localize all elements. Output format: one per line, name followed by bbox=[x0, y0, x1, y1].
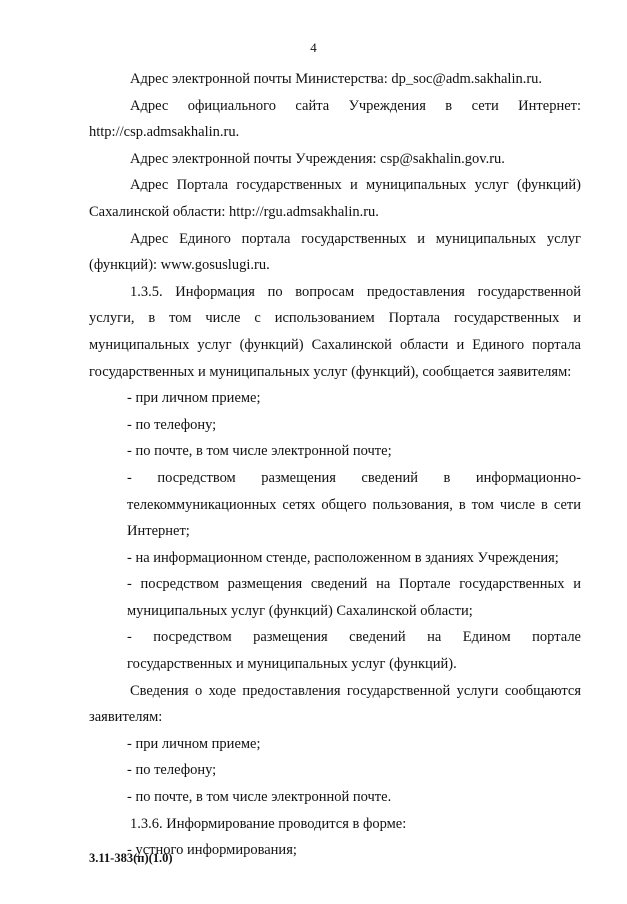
list-item: - по телефону; bbox=[127, 416, 217, 433]
section-1-3-5-paragraph: 1.3.5. Информация по вопросам предоставления государственной услуги, в том числе с использованием Портала государственных и муниципальных услуг (функций) Сахалинской области и Единого портала государственных и муниципальных услуг (функций), сообщается заявителям: bbox=[89, 283, 581, 380]
section-1-3-6-paragraph: 1.3.6. Информирование проводится в форме: bbox=[130, 815, 407, 832]
institution-website-paragraph: Адрес официального сайта Учреждения в сети Интернет: http://csp.admsakhalin.ru. bbox=[89, 97, 581, 141]
document-code: 3.11-383(п)(1.0) bbox=[89, 851, 173, 865]
institution-email-paragraph: Адрес электронной почты Учреждения: csp@sakhalin.gov.ru. bbox=[130, 150, 505, 167]
list-item: - по телефону; bbox=[127, 762, 217, 779]
page-number: 4 bbox=[310, 40, 317, 55]
ministry-email-paragraph: Адрес электронной почты Министерства: dp_soc@adm.sakhalin.ru. bbox=[130, 71, 543, 87]
document-body bbox=[89, 66, 581, 864]
list-item: - посредством размещения сведений в информационно-телекоммуникационных сетях общего пользования, в том числе в сети Интернет; bbox=[127, 469, 581, 540]
list-item: - посредством размещения сведений на Едином портале государственных и муниципальных услуг (функций). bbox=[127, 629, 581, 673]
list-item: - при личном приеме; bbox=[127, 390, 261, 407]
list-item: - по почте, в том числе электронной почте; bbox=[127, 443, 392, 460]
list-item: - посредством размещения сведений на Портале государственных и муниципальных услуг (функций) Сахалинской области; bbox=[127, 576, 581, 619]
list-item: - на информационном стенде, расположенном в зданиях Учреждения; bbox=[127, 549, 559, 566]
progress-info-paragraph: Сведения о ходе предоставления государственной услуги сообщаются заявителям: bbox=[89, 682, 581, 726]
list-item: - устного информирования; bbox=[127, 842, 297, 859]
list-item: - при личном приеме; bbox=[127, 735, 261, 752]
list-item: - по почте, в том числе электронной почте. bbox=[127, 789, 392, 806]
regional-portal-paragraph: Адрес Портала государственных и муниципальных услуг (функций) Сахалинской области: http://rgu.admsakhalin.ru. bbox=[89, 177, 581, 220]
unified-portal-paragraph: Адрес Единого портала государственных и муниципальных услуг (функций): www.gosuslugi.ru. bbox=[89, 230, 581, 274]
